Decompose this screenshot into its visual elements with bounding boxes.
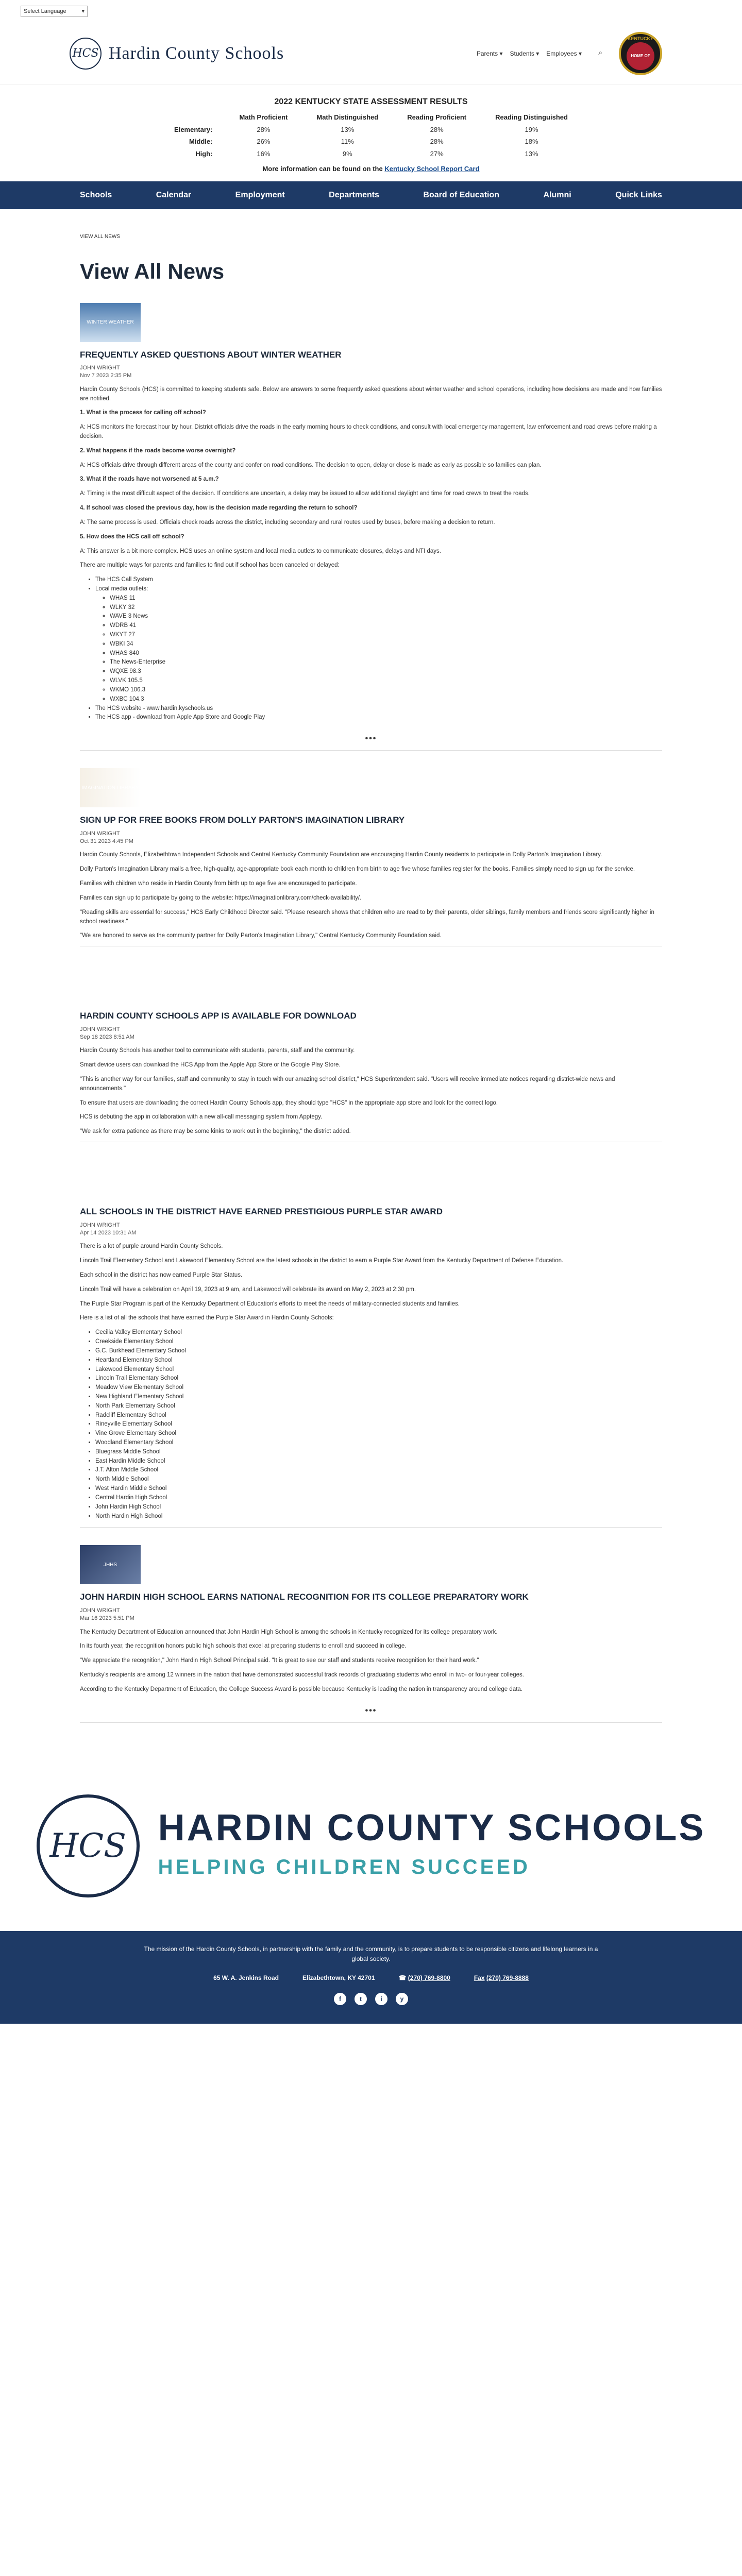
news-thumbnail-label: WINTER WEATHER bbox=[87, 319, 134, 325]
news-paragraph: Hardin County Schools, Elizabethtown Independent Schools and Central Kentucky Community Foundation are encouraging Hardin County residents to participate in Dolly Parton's Imagination Library. bbox=[80, 852, 602, 858]
news-paragraph: "We ask for extra patience as there may be some kinks to work out in the beginning," the district added. bbox=[80, 1128, 351, 1135]
list-item-text: John Hardin High School bbox=[95, 1503, 161, 1510]
footer-logo: HCS bbox=[37, 1794, 140, 1897]
list-item bbox=[95, 1429, 662, 1438]
header-link-label: Employees bbox=[546, 49, 577, 57]
news-paragraph: A: This answer is a bit more complex. HCS uses an online system and local media outlets to communicate closures, delays and NTI days. bbox=[80, 548, 441, 554]
news-thumbnail[interactable] bbox=[80, 1545, 141, 1584]
news-paragraph: Kentucky's recipients are among 12 winners in the nation that have demonstrated successful track records of graduating students who enroll in two- or four-year colleges. bbox=[80, 1672, 524, 1679]
header-link-students[interactable]: Students ▾ bbox=[510, 49, 539, 57]
list-item: ◦ WQXE 98.3 bbox=[110, 667, 662, 676]
header-links bbox=[477, 49, 582, 58]
list-item: ◦ WHAS 840 bbox=[110, 649, 662, 658]
list-item bbox=[95, 1383, 662, 1393]
list-item: ◦ WKMO 106.3 bbox=[110, 686, 662, 695]
news-date: Mar 16 2023 5:51 PM bbox=[80, 1615, 134, 1622]
news-post bbox=[80, 1545, 662, 1722]
language-select-label: Select Language bbox=[24, 8, 66, 14]
list-item bbox=[95, 1448, 662, 1457]
list-item bbox=[95, 1475, 662, 1484]
nav-departments[interactable]: Departments bbox=[329, 190, 379, 199]
news-post bbox=[80, 768, 662, 946]
list-item-text: North Park Elementary School bbox=[95, 1402, 175, 1409]
news-paragraph: Each school in the district has now earned Purple Star Status. bbox=[80, 1272, 243, 1278]
list-item-text: The HCS app - download from Apple App Store and Google Play bbox=[95, 714, 265, 721]
list-item bbox=[95, 704, 662, 714]
state-seal bbox=[619, 32, 662, 75]
news-author: JOHN WRIGHT bbox=[80, 1222, 120, 1228]
news-paragraph: "Reading skills are essential for success," HCS Early Childhood Director said. "Please research shows that children who are read to by their parents, older siblings, family members and friends score significantly higher in school readiness." bbox=[80, 909, 654, 925]
news-title[interactable]: HARDIN COUNTY SCHOOLS APP IS AVAILABLE FOR DOWNLOAD bbox=[80, 1011, 357, 1021]
nav-schools[interactable]: Schools bbox=[80, 190, 112, 199]
list-item bbox=[95, 1457, 662, 1466]
facebook-icon[interactable]: f bbox=[334, 1993, 346, 2005]
assessment-row bbox=[160, 124, 582, 136]
list-item: ◦ The News-Enterprise bbox=[110, 658, 662, 667]
list-item: ◦ WBKI 34 bbox=[110, 640, 662, 649]
list-item: ◦ WXBC 104.3 bbox=[110, 695, 662, 704]
assessment-row bbox=[160, 148, 582, 160]
news-author: JOHN WRIGHT bbox=[80, 1026, 120, 1032]
list-item bbox=[95, 1347, 662, 1356]
breadcrumb[interactable]: VIEW ALL NEWS bbox=[80, 233, 120, 240]
assessment-cell: 19% bbox=[525, 125, 538, 133]
footer-city: Elizabethtown, KY 42701 bbox=[302, 1974, 375, 1982]
news-paragraph: Dolly Parton's Imagination Library mails a free, high-quality, age-appropriate book each month to children from birth to age five whose families register for the books. Families simply need to sign up for the service. bbox=[80, 866, 635, 873]
assessment-cell: 9% bbox=[342, 149, 352, 158]
list-item-text: Heartland Elementary School bbox=[95, 1357, 173, 1363]
news-paragraph: The Purple Star Program is part of the Kentucky Department of Education's efforts to meet the needs of military-connected students and families. bbox=[80, 1300, 460, 1307]
news-paragraph: There are multiple ways for parents and families to find out if school has been canceled or delayed: bbox=[80, 562, 340, 569]
assessment-cell: 28% bbox=[257, 125, 271, 133]
assessment-cell: 13% bbox=[525, 149, 538, 158]
assessment-row bbox=[160, 135, 582, 148]
language-select[interactable] bbox=[21, 6, 88, 17]
list-item bbox=[95, 1503, 662, 1512]
news-title[interactable]: JOHN HARDIN HIGH SCHOOL EARNS NATIONAL RECOGNITION FOR ITS COLLEGE PREPARATORY WORK bbox=[80, 1592, 529, 1602]
news-paragraph: Here is a list of all the schools that have earned the Purple Star Award in Hardin County Schools: bbox=[80, 1315, 334, 1321]
list-item bbox=[95, 1420, 662, 1429]
list-item-text: Lakewood Elementary School bbox=[95, 1366, 174, 1372]
nav-quick-links[interactable]: Quick Links bbox=[615, 190, 662, 199]
assessment-header-row bbox=[160, 111, 582, 124]
list-item-text: J.T. Alton Middle School bbox=[95, 1467, 159, 1473]
footer-banner-title: HARDIN COUNTY SCHOOLS bbox=[158, 1807, 706, 1849]
nav-board-of-education[interactable]: Board of Education bbox=[423, 190, 500, 199]
news-thumbnail-label: IMAGINATION LIBRARY bbox=[81, 785, 139, 791]
list-item-text: Meadow View Elementary School bbox=[95, 1384, 184, 1391]
news-post bbox=[80, 303, 662, 751]
news-paragraph: Lincoln Trail Elementary School and Lakewood Elementary School are the latest schools in the district to earn a Purple Star Award from the Kentucky Department of Defense Education. bbox=[80, 1258, 564, 1264]
news-title[interactable]: ALL SCHOOLS IN THE DISTRICT HAVE EARNED PRESTIGIOUS PURPLE STAR AWARD bbox=[80, 1207, 443, 1217]
list-item bbox=[95, 1494, 662, 1503]
twitter-icon[interactable]: t bbox=[355, 1993, 367, 2005]
assessment-col-header: Reading Proficient bbox=[407, 113, 467, 121]
footer-social bbox=[80, 1993, 662, 2005]
instagram-icon[interactable]: i bbox=[375, 1993, 387, 2005]
news-date: Apr 14 2023 10:31 AM bbox=[80, 1229, 137, 1236]
news-date: Oct 31 2023 4:45 PM bbox=[80, 838, 133, 845]
news-list-items bbox=[95, 1328, 662, 1521]
list-item-text: Rineyville Elementary School bbox=[95, 1421, 172, 1428]
list-item-text: North Middle School bbox=[95, 1476, 149, 1483]
news-paragraph: "We are honored to serve as the community partner for Dolly Parton's Imagination Library," Central Kentucky Community Foundation said. bbox=[80, 933, 442, 939]
list-item bbox=[95, 1411, 662, 1420]
list-item-text: North Hardin High School bbox=[95, 1513, 163, 1519]
news-paragraph: Families can sign up to participate by going to the website: https://imaginationlibrary.com/check-availability/. bbox=[80, 894, 362, 901]
list-item bbox=[95, 1337, 662, 1347]
assessment-cell: 27% bbox=[430, 149, 444, 158]
list-item bbox=[95, 1402, 662, 1411]
assessment-cell: 16% bbox=[257, 149, 271, 158]
main-content bbox=[0, 209, 742, 1761]
footer-address: 65 W. A. Jenkins Road bbox=[213, 1974, 279, 1982]
list-item-text: The HCS Call System bbox=[95, 577, 153, 583]
nav-calendar[interactable]: Calendar bbox=[156, 190, 192, 199]
assessment-level: Middle: bbox=[189, 138, 213, 145]
news-paragraph: A: The same process is used. Officials check roads across the district, including secondary and rural routes used by buses, before making a decision to return. bbox=[80, 519, 495, 526]
news-divider bbox=[80, 1527, 662, 1528]
list-item: ◦ WHAS 11 bbox=[110, 594, 662, 603]
chevron-down-icon: ▾ bbox=[81, 8, 85, 14]
news-paragraph: To ensure that users are downloading the correct Hardin County Schools app, they should type "HCS" in the appropriate app store and look for the correct logo. bbox=[80, 1099, 498, 1106]
list-item bbox=[95, 1365, 662, 1375]
list-item: ◦ WDRB 41 bbox=[110, 621, 662, 631]
news-paragraph: 4. If school was closed the previous day, how is the decision made regarding the return to school? bbox=[80, 505, 358, 512]
news-post bbox=[80, 964, 662, 1142]
list-item-text: Central Hardin High School bbox=[95, 1494, 167, 1501]
list-item-text: Local media outlets: bbox=[95, 585, 148, 592]
list-item bbox=[95, 585, 662, 704]
list-item: ◦ WAVE 3 News bbox=[110, 612, 662, 621]
news-thumbnail[interactable] bbox=[80, 1160, 141, 1199]
assessment-cell: 13% bbox=[341, 125, 355, 133]
site-title[interactable]: Hardin County Schools bbox=[109, 44, 284, 63]
list-item bbox=[95, 1438, 662, 1448]
top-bar bbox=[0, 0, 742, 23]
list-item-text: Vine Grove Elementary School bbox=[95, 1430, 177, 1437]
assessment-cell: 28% bbox=[430, 138, 444, 145]
news-date: Nov 7 2023 2:35 PM bbox=[80, 372, 132, 379]
list-item bbox=[95, 1328, 662, 1337]
news-paragraph: According to the Kentucky Department of Education, the College Success Award is possible because Kentucky is leading the nation in transparency around college data. bbox=[80, 1686, 522, 1692]
news-paragraph: "This is another way for our families, staff and community to stay in touch with our amazing school district," HCS Superintendent said. "Users will receive immediate notices regarding district-wide news and announcements." bbox=[80, 1076, 615, 1092]
report-card-link[interactable]: Kentucky School Report Card bbox=[384, 165, 480, 173]
list-item-text: Creekside Elementary School bbox=[95, 1338, 174, 1345]
assessment-col-header: Math Proficient bbox=[239, 113, 288, 121]
assessment-more-text: More information can be found on the bbox=[262, 165, 385, 173]
list-item-text: East Hardin Middle School bbox=[95, 1458, 165, 1464]
news-paragraph: 5. How does the HCS call off school? bbox=[80, 533, 184, 540]
assessment-table bbox=[160, 111, 582, 160]
assessment-cell: 18% bbox=[525, 138, 538, 145]
list-item-text: Radcliff Elementary School bbox=[95, 1412, 166, 1418]
header-link-parents[interactable]: Parents ▾ bbox=[476, 49, 503, 57]
list-item: ◦ WKYT 27 bbox=[110, 631, 662, 640]
news-thumbnail-label: APP bbox=[105, 980, 115, 987]
news-thumbnail[interactable] bbox=[80, 303, 141, 342]
read-more-button[interactable]: ••• bbox=[365, 1706, 377, 1715]
list-item bbox=[95, 1512, 662, 1521]
footer-fax bbox=[474, 1973, 529, 1982]
list-item-text: Cecilia Valley Elementary School bbox=[95, 1329, 182, 1336]
news-author: JOHN WRIGHT bbox=[80, 1607, 120, 1614]
footer-phone-number[interactable]: (270) 769-8800 bbox=[408, 1974, 450, 1982]
news-paragraph: Lincoln Trail will have a celebration on April 19, 2023 at 9 am, and Lakewood will celebrate its award on May 2, 2023 at 2:30 pm. bbox=[80, 1286, 416, 1293]
list-item bbox=[95, 1466, 662, 1475]
news-thumbnail[interactable] bbox=[80, 964, 141, 1003]
news-paragraph: 3. What if the roads have not worsened at 5 a.m.? bbox=[80, 476, 219, 483]
main-nav bbox=[0, 181, 742, 209]
footer-fax-number: (270) 769-8888 bbox=[486, 1974, 529, 1982]
assessment-title: 2022 KENTUCKY STATE ASSESSMENT RESULTS bbox=[274, 97, 468, 106]
news-thumbnail[interactable] bbox=[80, 768, 141, 807]
assessment-cell: 28% bbox=[430, 125, 444, 133]
news-paragraph: The Kentucky Department of Education announced that John Hardin High School is among the schools in Kentucky recognized for its college preparatory work. bbox=[80, 1629, 498, 1635]
news-title[interactable]: SIGN UP FOR FREE BOOKS FROM DOLLY PARTON'S IMAGINATION LIBRARY bbox=[80, 815, 405, 825]
news-divider bbox=[80, 750, 662, 751]
seal-top-text: KENTUCKY bbox=[627, 36, 653, 41]
nav-employment[interactable]: Employment bbox=[235, 190, 285, 199]
assessment-level: Elementary: bbox=[174, 125, 213, 133]
news-meta bbox=[80, 830, 662, 846]
assessment-col-header: Reading Distinguished bbox=[495, 113, 568, 121]
news-paragraph: A: HCS monitors the forecast hour by hour. District officials drive the roads in the early morning hours to check conditions, and consult with local emergency management, law enforcement and road crews before making a decision. bbox=[80, 424, 657, 440]
list-item-text: New Highland Elementary School bbox=[95, 1393, 184, 1400]
news-thumbnail-label: JHHS bbox=[103, 1562, 117, 1568]
list-item-text: West Hardin Middle School bbox=[95, 1485, 167, 1492]
news-sublist bbox=[110, 594, 662, 704]
header-link-label: Parents bbox=[476, 49, 498, 57]
news-paragraph: 1. What is the process for calling off school? bbox=[80, 410, 206, 416]
header-link-label: Students bbox=[510, 49, 534, 57]
list-item bbox=[95, 1374, 662, 1383]
news-meta bbox=[80, 1222, 662, 1238]
list-item bbox=[95, 1484, 662, 1494]
list-item bbox=[95, 713, 662, 722]
news-paragraph: In its fourth year, the recognition honors public high schools that excel at preparing students to enroll and succeed in college. bbox=[80, 1643, 407, 1650]
assessment-level: High: bbox=[195, 149, 213, 158]
news-post bbox=[80, 1160, 662, 1528]
site-footer bbox=[0, 1931, 742, 2024]
news-paragraph: A: Timing is the most difficult aspect of the decision. If conditions are uncertain, a delay may be issued to allow additional daylight and time for road crews to treat the roads. bbox=[80, 490, 530, 497]
assessment-col-header: Math Distinguished bbox=[316, 113, 379, 121]
news-author: JOHN WRIGHT bbox=[80, 365, 120, 371]
assessment-cell: 26% bbox=[257, 138, 271, 145]
news-meta bbox=[80, 364, 662, 380]
footer-banner-tagline: HELPING CHILDREN SUCCEED bbox=[158, 1855, 530, 1878]
news-paragraph: 2. What happens if the roads become worse overnight? bbox=[80, 447, 236, 454]
news-list bbox=[80, 303, 662, 1723]
list-item: ◦ WLKY 32 bbox=[110, 603, 662, 613]
footer-phone[interactable]: ☎ (270) 769-8800 bbox=[398, 1974, 450, 1982]
footer-banner bbox=[0, 1761, 742, 1931]
news-divider bbox=[80, 1722, 662, 1723]
footer-fax-label: Fax bbox=[474, 1974, 485, 1982]
list-item-text: G.C. Burkhead Elementary School bbox=[95, 1347, 186, 1354]
assessment-cell: 11% bbox=[341, 138, 354, 145]
news-paragraph: Families with children who reside in Hardin County from birth up to age five are encouraged to participate. bbox=[80, 880, 357, 887]
list-item-text: Lincoln Trail Elementary School bbox=[95, 1375, 179, 1382]
list-item: ◦ WLVK 105.5 bbox=[110, 676, 662, 686]
youtube-icon[interactable]: y bbox=[396, 1993, 408, 2005]
nav-alumni[interactable]: Alumni bbox=[543, 190, 571, 199]
seal-inner: HOME OF bbox=[627, 42, 654, 70]
read-more-button[interactable]: ••• bbox=[365, 734, 377, 743]
news-thumbnail-label: PURPLE STAR bbox=[92, 1176, 128, 1182]
news-title[interactable]: FREQUENTLY ASKED QUESTIONS ABOUT WINTER WEATHER bbox=[80, 349, 342, 360]
news-paragraph: There is a lot of purple around Hardin County Schools. bbox=[80, 1243, 223, 1250]
assessment-more bbox=[0, 164, 742, 174]
assessment-results bbox=[0, 84, 742, 181]
search-icon[interactable]: ⌕ bbox=[598, 48, 603, 58]
list-item bbox=[95, 575, 662, 585]
list-item bbox=[95, 1356, 662, 1365]
news-paragraph: HCS is debuting the app in collaboration with a new all-call messaging system from Apptegy. bbox=[80, 1114, 323, 1121]
site-header bbox=[0, 23, 742, 84]
brand[interactable] bbox=[70, 38, 284, 70]
news-paragraph: Smart device users can download the HCS App from the Apple App Store or the Google Play Store. bbox=[80, 1062, 341, 1069]
news-paragraph: Hardin County Schools has another tool to communicate with students, parents, staff and the community. bbox=[80, 1047, 355, 1054]
news-paragraph: Hardin County Schools (HCS) is committed to keeping students safe. Below are answers to some frequently asked questions about winter weather and school operations, including how decisions are made and how families are notified. bbox=[80, 386, 662, 402]
news-list-items bbox=[95, 575, 662, 722]
list-item bbox=[95, 1393, 662, 1402]
news-meta bbox=[80, 1026, 662, 1042]
news-paragraph: "We appreciate the recognition," John Hardin High School Principal said. "It is great to see our staff and students receive recognition for their hard work." bbox=[80, 1657, 479, 1664]
news-author: JOHN WRIGHT bbox=[80, 830, 120, 837]
news-date: Sep 18 2023 8:51 AM bbox=[80, 1034, 134, 1041]
footer-banner-text bbox=[158, 1809, 706, 1883]
assessment-col-header bbox=[160, 111, 225, 124]
news-paragraph: A: HCS officials drive through different areas of the county and confer on road conditions. The decision to open, delay or close is made as early as possible so families can plan. bbox=[80, 462, 542, 468]
list-item-text: Bluegrass Middle School bbox=[95, 1448, 161, 1455]
news-meta bbox=[80, 1607, 662, 1623]
footer-contact bbox=[80, 1973, 662, 1982]
hcs-logo[interactable]: HCS bbox=[70, 38, 102, 70]
list-item-text: The HCS website - www.hardin.kyschools.us bbox=[95, 705, 213, 711]
page-title: View All News bbox=[80, 259, 225, 283]
list-item-text: Woodland Elementary School bbox=[95, 1439, 174, 1446]
header-link-employees[interactable]: Employees ▾ bbox=[546, 49, 582, 57]
footer-mission: The mission of the Hardin County Schools, in partnership with the family and the community, is to prepare students to be responsible citizens and lifelong learners in a global society. bbox=[144, 1945, 598, 1962]
header-right bbox=[477, 32, 662, 75]
